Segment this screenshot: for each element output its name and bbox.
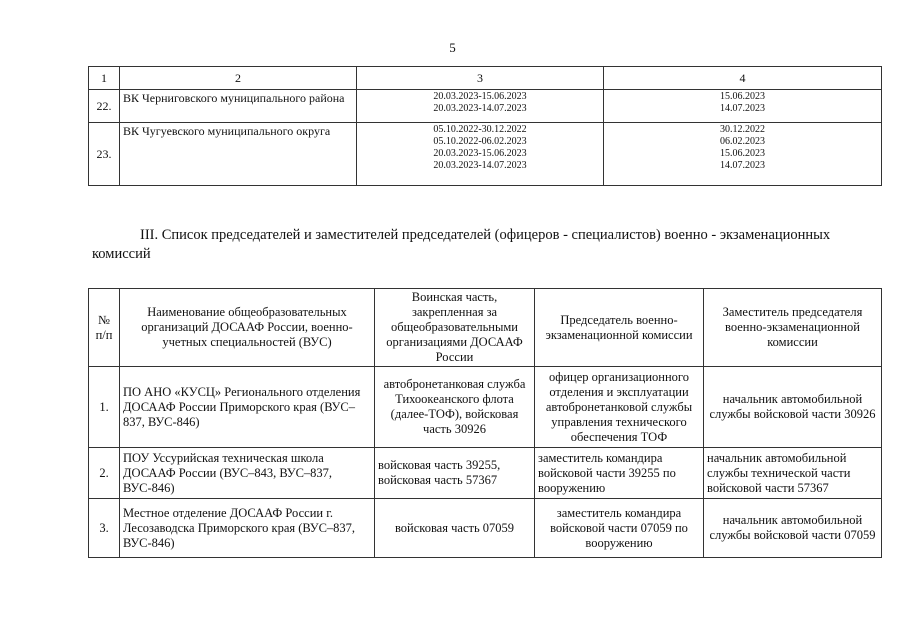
organization-cell: ПОУ Уссурийская техническая школа ДОСААФ России (ВУС–843, ВУС–837, ВУС-846): [120, 448, 375, 499]
date: 14.07.2023: [720, 160, 765, 171]
military-unit-cell: войсковая часть 39255, войсковая часть 57367: [375, 448, 535, 499]
period: 05.10.2022-30.12.2022: [433, 124, 527, 135]
row-number: 2.: [89, 448, 120, 499]
period: 20.03.2023-15.06.2023: [433, 91, 527, 102]
header-organization: Наименование общеобразовательных организаций ДОСААФ России, военно-учетных специальностей (ВУС): [120, 289, 375, 367]
column-number-header: 3: [357, 67, 604, 90]
military-unit-cell: войсковая часть 07059: [375, 499, 535, 558]
table-row: [89, 123, 882, 186]
header-deputy: Заместитель председателя военно-экзаменационной комиссии: [704, 289, 882, 367]
column-number-header: 4: [604, 67, 882, 90]
date: 15.06.2023: [720, 148, 765, 159]
commission-name: ВК Чугуевского муниципального округа: [120, 123, 357, 186]
table-row: [89, 448, 882, 499]
organization-cell: Местное отделение ДОСААФ России г. Лесозаводска Приморского края (ВУС–837, ВУС-846): [120, 499, 375, 558]
continuation-table: [88, 66, 882, 186]
row-number: 1.: [89, 367, 120, 448]
row-number: 3.: [89, 499, 120, 558]
date: 14.07.2023: [720, 103, 765, 114]
commissions-table: [88, 288, 882, 558]
date-list: [604, 90, 882, 123]
commission-name: ВК Черниговского муниципального района: [120, 90, 357, 123]
deputy-cell: начальник автомобильной службы войсковой части 07059: [704, 499, 882, 558]
chairman-cell: заместитель командира войсковой части 39255 по вооружению: [535, 448, 704, 499]
period: 05.10.2022-06.02.2023: [433, 136, 527, 147]
column-number-header: 2: [120, 67, 357, 90]
period: 20.03.2023-14.07.2023: [433, 160, 527, 171]
date-list: [604, 123, 882, 186]
header-chairman: Председатель военно-экзаменационной комиссии: [535, 289, 704, 367]
section-title: III. Список председателей и заместителей председателей (офицеров - специалистов) военно - экзаменационных комиссий: [92, 227, 831, 262]
period-list: [357, 90, 604, 123]
period: 20.03.2023-15.06.2023: [433, 148, 527, 159]
header-number: № п/п: [89, 289, 120, 367]
chairman-cell: заместитель командира войсковой части 07059 по вооружению: [535, 499, 704, 558]
deputy-cell: начальник автомобильной службы технической части войсковой части 57367: [704, 448, 882, 499]
table-row: [89, 367, 882, 448]
period-list: [357, 123, 604, 186]
table-header-row: [89, 289, 882, 367]
organization-cell: ПО АНО «КУСЦ» Регионального отделения ДОСААФ России Приморского края (ВУС–837, ВУС-846): [120, 367, 375, 448]
row-number: 23.: [89, 123, 120, 186]
deputy-cell: начальник автомобильной службы войсковой части 30926: [704, 367, 882, 448]
header-military-unit: Воинская часть, закрепленная за общеобразовательными организациями ДОСААФ России: [375, 289, 535, 367]
chairman-cell: офицер организационного отделения и эксплуатации автобронетанковой службы управления технического обеспечения ТОФ: [535, 367, 704, 448]
table-row: [89, 499, 882, 558]
period: 20.03.2023-14.07.2023: [433, 103, 527, 114]
military-unit-cell: автобронетанковая служба Тихоокеанского флота (далее-ТОФ), войсковая часть 30926: [375, 367, 535, 448]
date: 06.02.2023: [720, 136, 765, 147]
date: 30.12.2022: [720, 124, 765, 135]
column-number-header: 1: [89, 67, 120, 90]
table-row: [89, 90, 882, 123]
table-header-row: [89, 67, 882, 90]
row-number: 22.: [89, 90, 120, 123]
page-number: 5: [449, 40, 456, 55]
date: 15.06.2023: [720, 91, 765, 102]
